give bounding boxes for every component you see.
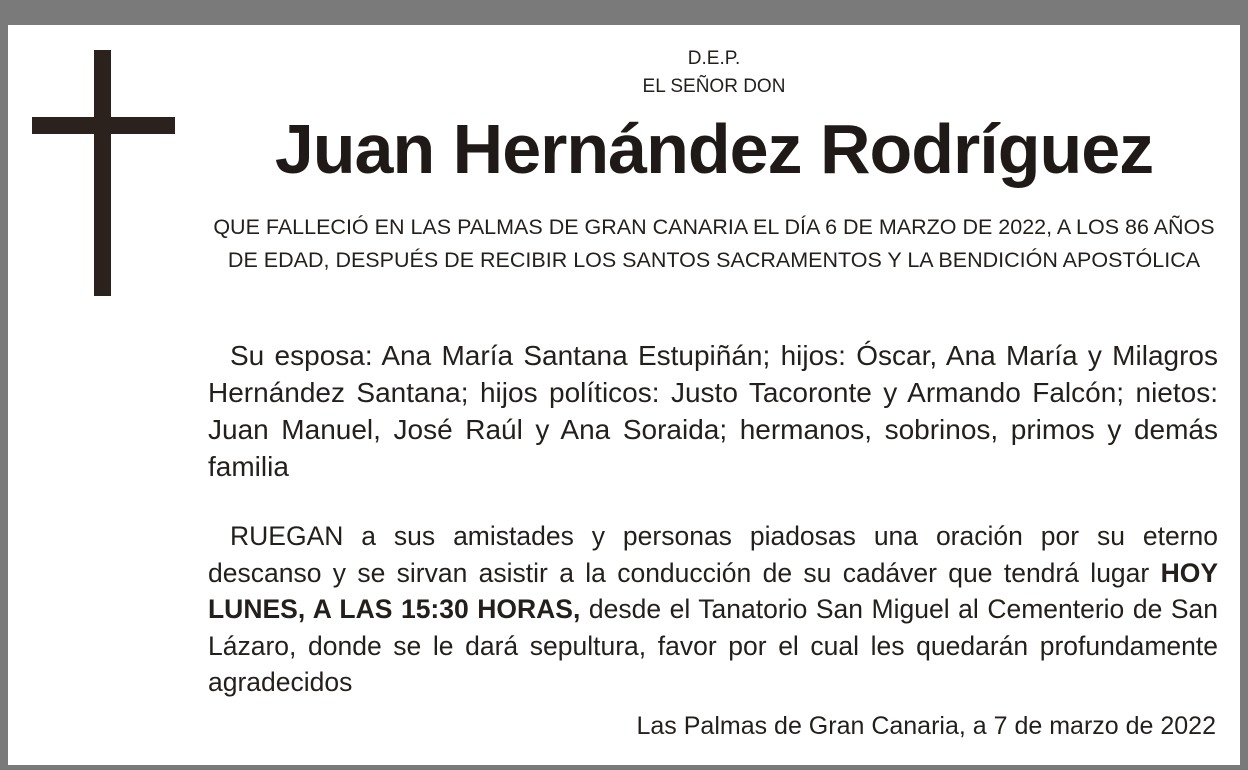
obituary-card: [8, 25, 1240, 765]
deceased-name: Juan Hernández Rodríguez: [274, 110, 1154, 188]
cross-icon-horizontal-bar: [32, 117, 175, 134]
funeral-time: HOY LUNES, A LAS 15:30 HORAS,: [208, 557, 1218, 624]
request-text-before: RUEGAN a sus amistades y personas piadosas una oración por su eterno descanso y se sirvan asistir a la conducción de su cadáver que tendrá lugar: [208, 521, 1218, 588]
dep-heading: D.E.P.: [687, 48, 741, 69]
honorific-line: EL SEÑOR DON: [642, 76, 786, 97]
cross-icon-vertical-bar: [94, 50, 111, 296]
request-text-after: desde el Tanatorio San Miguel al Cementerio de San Lázaro, donde se le dará sepultura, favor por el cual les quedarán profundamente agradecidos: [208, 594, 1218, 697]
family-paragraph: Su esposa: Ana María Santana Estupiñán; hijos: Óscar, Ana María y Milagros Hernández Santana; hijos políticos: Justo Tacoronte y Armando Falcón; nietos: Juan Manuel, José Raúl y Ana Soraida; hermanos, sobrinos, primos y demás familia: [208, 340, 1218, 482]
funeral-request-paragraph: [208, 518, 1218, 701]
death-details: QUE FALLECIÓ EN LAS PALMAS DE GRAN CANARIA EL DÍA 6 DE MARZO DE 2022, A LOS 86 AÑOS DE EDAD, DESPUÉS DE RECIBIR LOS SANTOS SACRAMENTOS Y LA BENDICIÓN APOSTÓLICA: [213, 215, 1215, 272]
place-date: Las Palmas de Gran Canaria, a 7 de marzo de 2022: [636, 712, 1216, 740]
